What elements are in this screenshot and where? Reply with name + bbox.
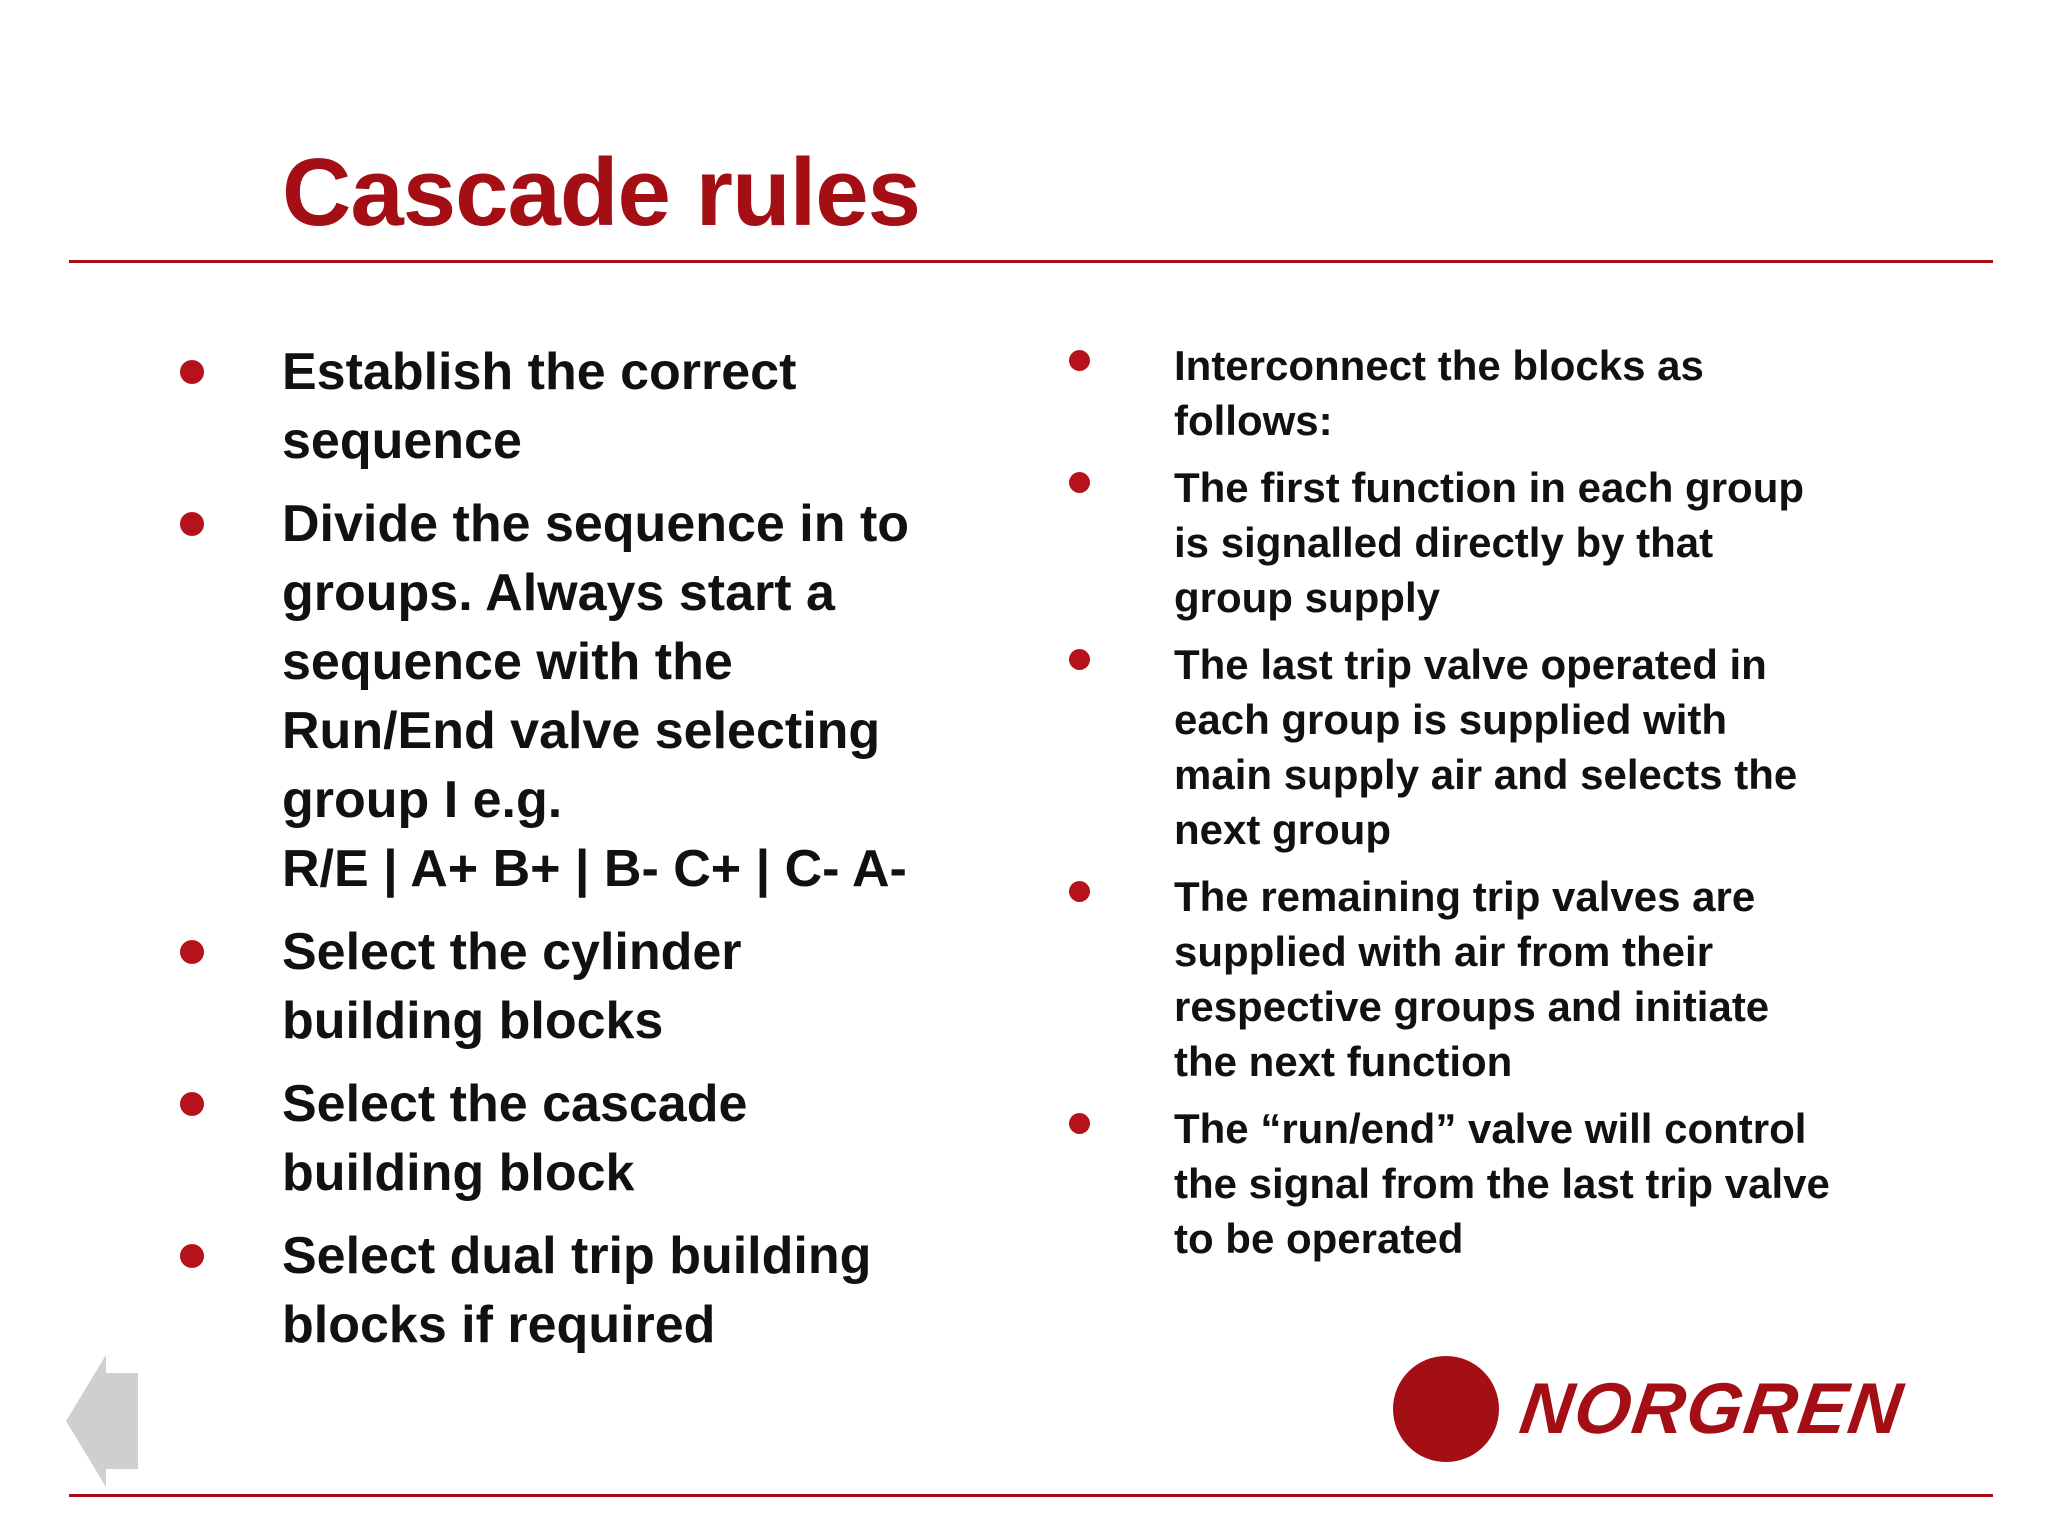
left-bullet-item — [282, 490, 1002, 904]
right-bullet-list — [1174, 338, 1934, 1278]
bullet-text: Select the cascade building block — [282, 1075, 748, 1202]
bullet-dot-icon — [1069, 649, 1090, 670]
back-arrow-shape — [66, 1355, 138, 1487]
left-bullet-item — [282, 338, 1002, 476]
right-bullet-item — [1174, 460, 1934, 625]
right-bullet-item — [1174, 869, 1934, 1089]
right-bullet-item — [1174, 1101, 1934, 1266]
bullet-text: Select the cylinder building blocks — [282, 923, 742, 1050]
bullet-text: Interconnect the blocks as follows: — [1174, 342, 1704, 444]
bullet-text: The last trip valve operated in each group is supplied with main supply air and selects the next group — [1174, 641, 1798, 853]
bullet-dot-icon — [180, 940, 204, 964]
right-bullet-item — [1174, 338, 1934, 448]
bullet-dot-icon — [1069, 1113, 1090, 1134]
bullet-dot-icon — [180, 1244, 204, 1268]
bullet-text: Divide the sequence in to groups. Always start a sequence with the Run/End valve selecting group I e.g. R/E | A+ B+ | B- C+ | C- A- — [282, 495, 910, 898]
bullet-text: Select dual trip building blocks if required — [282, 1227, 872, 1354]
bullet-dot-icon — [180, 1092, 204, 1116]
left-bullet-list — [282, 338, 1002, 1374]
back-arrow-icon[interactable] — [66, 1355, 138, 1487]
norgren-logo — [1393, 1356, 1909, 1462]
bullet-dot-icon — [1069, 350, 1090, 371]
footer-divider — [69, 1494, 1993, 1497]
slide-title: Cascade rules — [282, 139, 921, 246]
left-bullet-item — [282, 1222, 1002, 1360]
bullet-text: The “run/end” valve will control the signal from the last trip valve to be operated — [1174, 1105, 1830, 1262]
bullet-text: The remaining trip valves are supplied with air from their respective groups and initiate the next function — [1174, 873, 1770, 1085]
bullet-dot-icon — [1069, 472, 1090, 493]
left-bullet-item — [282, 1070, 1002, 1208]
title-divider — [69, 260, 1993, 263]
bullet-text: Establish the correct sequence — [282, 343, 797, 470]
left-bullet-item — [282, 918, 1002, 1056]
logo-circle — [1393, 1356, 1499, 1462]
bullet-text: The first function in each group is signalled directly by that group supply — [1174, 464, 1804, 621]
logo-wordmark: NORGREN — [1515, 1369, 1909, 1449]
bullet-dot-icon — [180, 360, 204, 384]
bullet-dot-icon — [1069, 881, 1090, 902]
right-bullet-item — [1174, 637, 1934, 857]
bullet-dot-icon — [180, 512, 204, 536]
